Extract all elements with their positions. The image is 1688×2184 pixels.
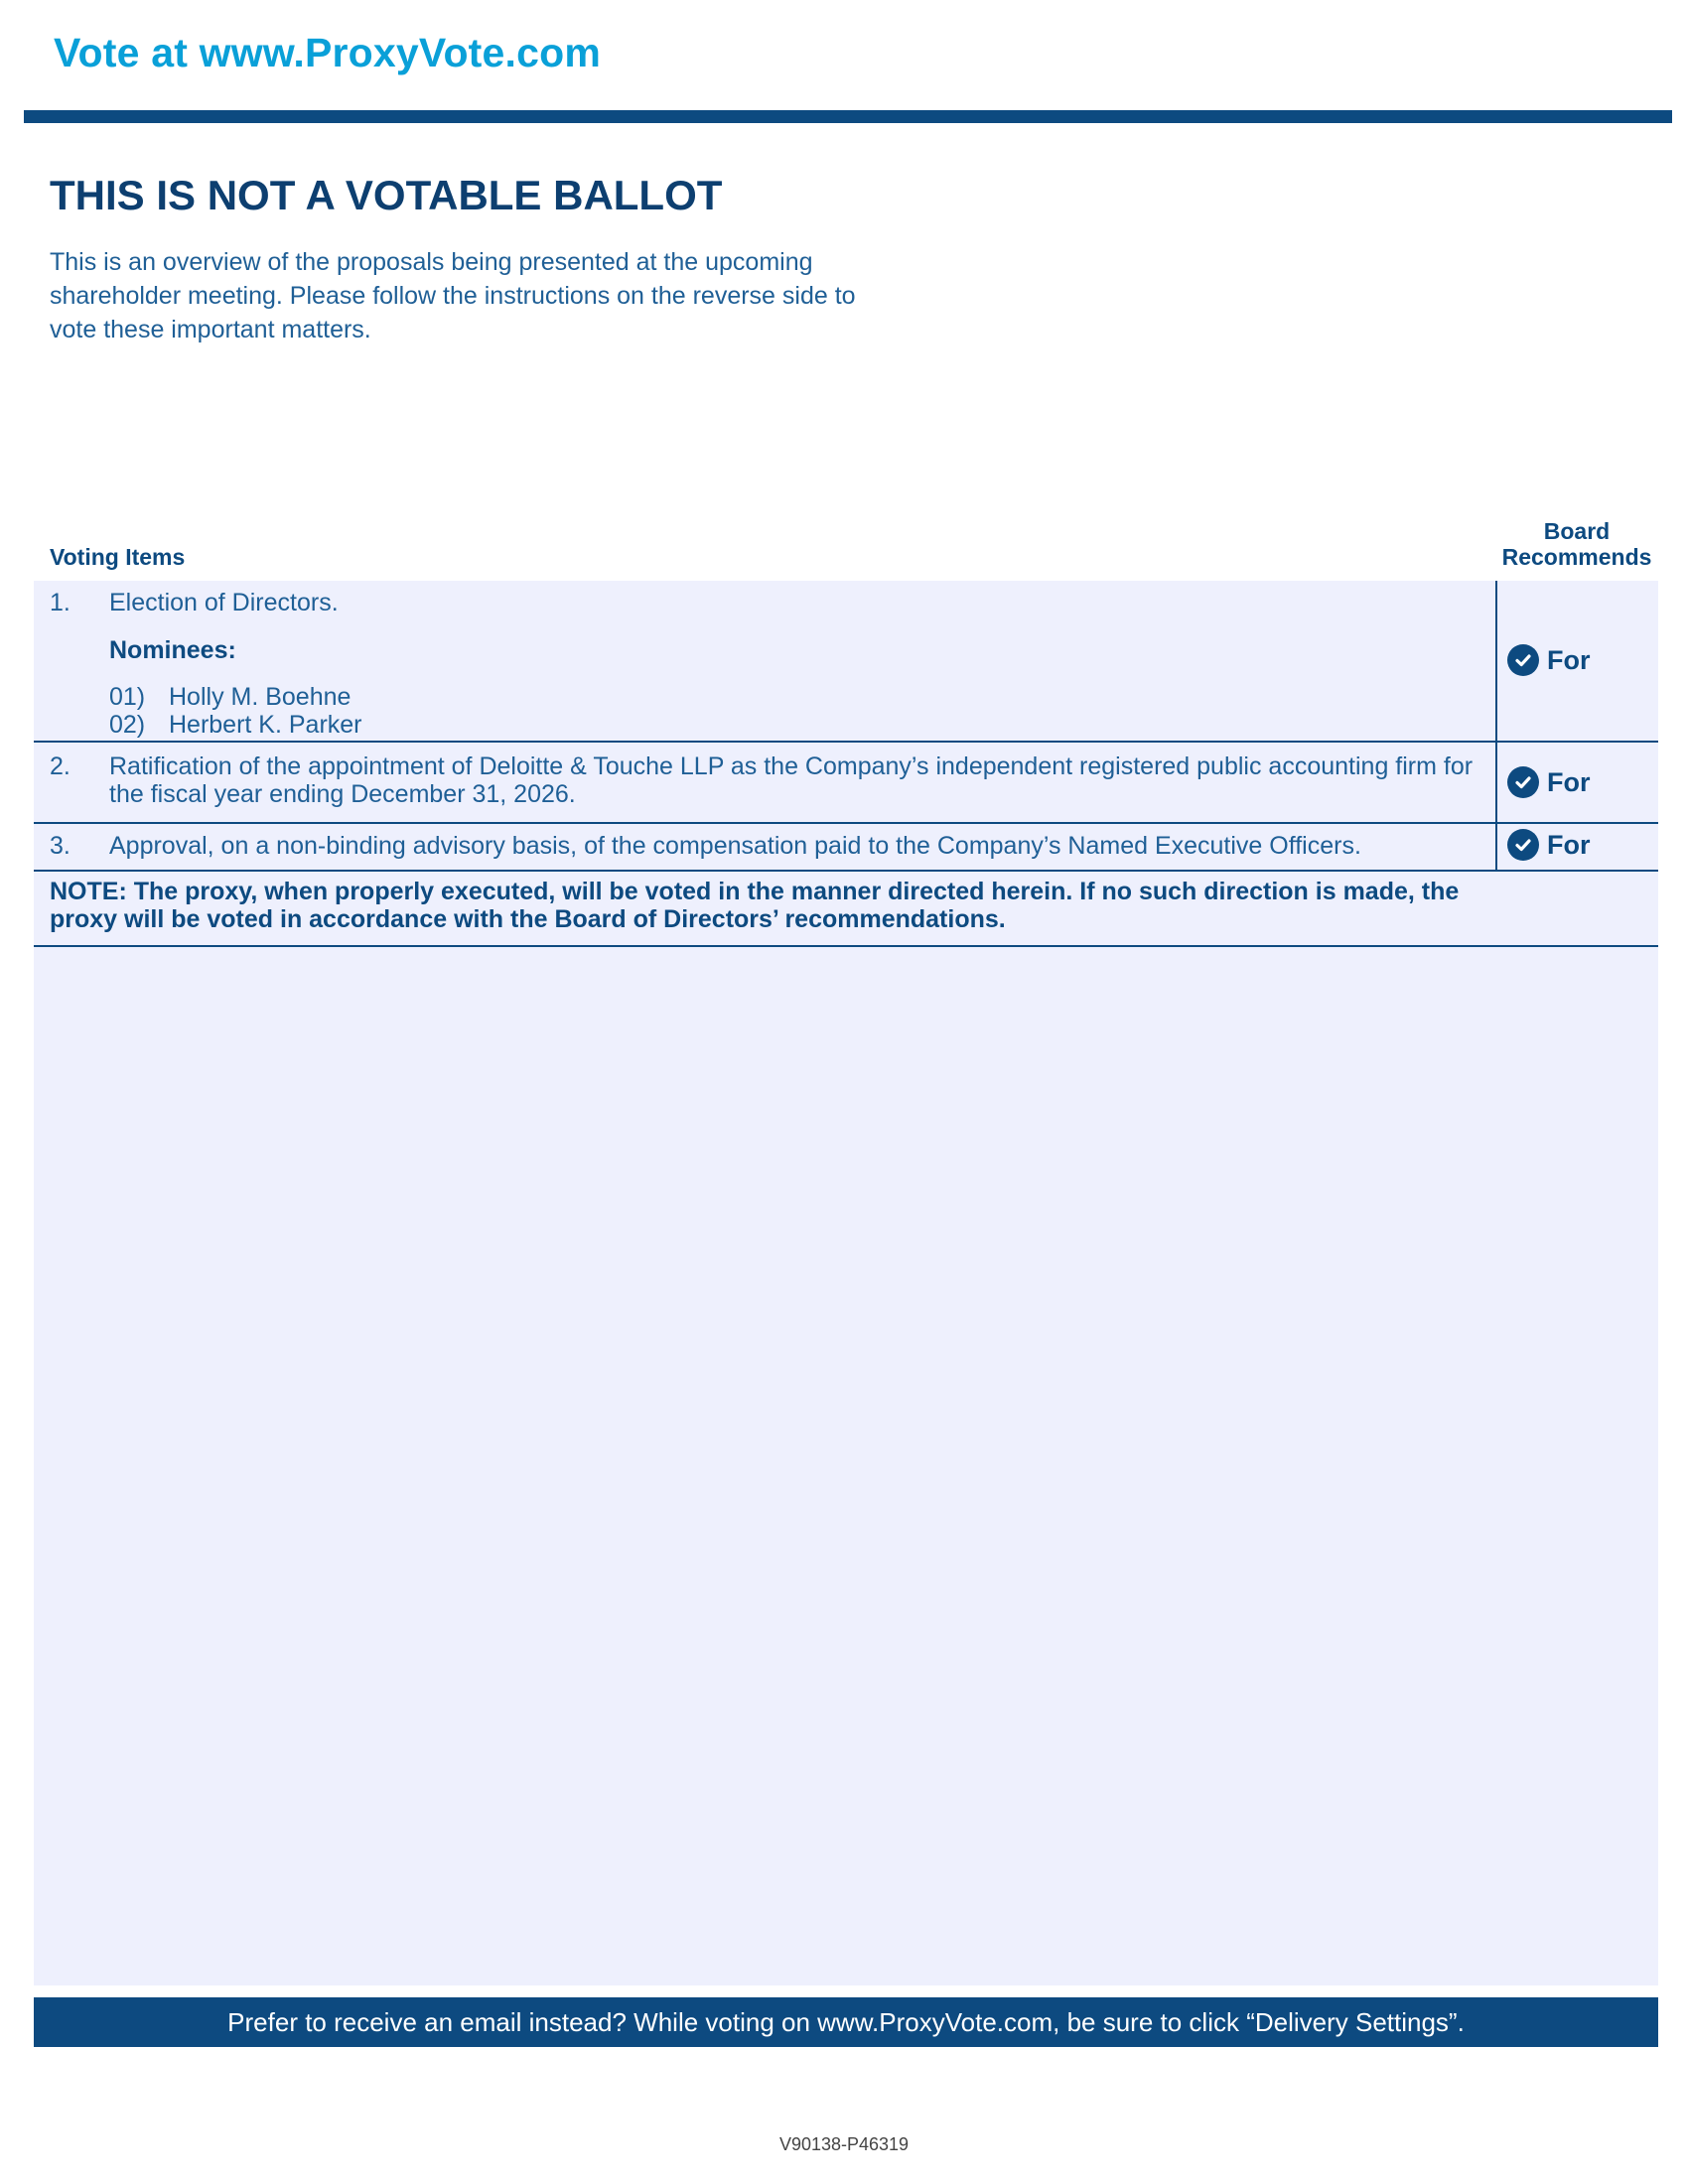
item-text: Election of Directors. [109, 589, 339, 616]
document-code: V90138-P46319 [778, 2134, 910, 2154]
item-text: Approval, on a non-binding advisory basis, of the compensation paid to the Company’s Named Executive Officers. [109, 832, 1361, 860]
recommendation-label: For [1547, 829, 1591, 860]
check-circle-icon [1507, 829, 1539, 861]
board-recommends-header: Board Recommends [1501, 518, 1652, 570]
nominee-index: 02) [109, 711, 146, 739]
check-circle-icon [1507, 644, 1539, 676]
voting-item-3 [34, 824, 1658, 872]
board-recommendation [1507, 644, 1591, 676]
item-number: 1. [50, 589, 70, 616]
recommendation-label: For [1547, 766, 1591, 797]
nominees-label: Nominees: [109, 636, 236, 664]
intro-text: This is an overview of the proposals being presented at the upcoming shareholder meeting. Please follow the instructions on the reverse side to vote these important matters. [50, 248, 856, 343]
check-circle-icon [1507, 766, 1539, 798]
proxyvote-link[interactable]: Vote at www.ProxyVote.com [54, 30, 602, 75]
item-number: 2. [50, 752, 70, 780]
recommendation-label: For [1547, 644, 1591, 675]
nominee-row [109, 711, 362, 740]
nominee-index: 01) [109, 683, 146, 711]
nominee-name: Holly M. Boehne [169, 683, 352, 711]
voting-item-1 [34, 581, 1658, 743]
board-recommendation [1507, 829, 1591, 861]
proxy-note: NOTE: The proxy, when properly executed, will be voted in the manner directed herein. If no such direction is made, the proxy will be voted in accordance with the Board of Directors’ recommendations. [50, 878, 1460, 933]
recommendation-cell [1495, 824, 1660, 870]
page-title: THIS IS NOT A VOTABLE BALLOT [50, 172, 723, 218]
voting-item-2 [34, 743, 1658, 824]
item-text: Ratification of the appointment of Deloitte & Touche LLP as the Company’s independent registered public accounting firm for the fiscal year ending December 31, 2026. [109, 752, 1474, 808]
delivery-settings-banner [34, 1997, 1658, 2047]
voting-items-header: Voting Items [50, 544, 186, 570]
header-divider [24, 110, 1672, 123]
nominee-name: Herbert K. Parker [169, 711, 362, 739]
banner-text: Prefer to receive an email instead? While voting on www.ProxyVote.com, be sure to click “Delivery Settings”. [227, 2006, 1465, 2037]
nominee-row [109, 683, 351, 712]
note-row [34, 872, 1658, 947]
recommendation-cell [1495, 743, 1660, 822]
board-recommendation [1507, 766, 1591, 798]
item-number: 3. [50, 832, 70, 860]
recommendation-cell [1495, 581, 1660, 741]
